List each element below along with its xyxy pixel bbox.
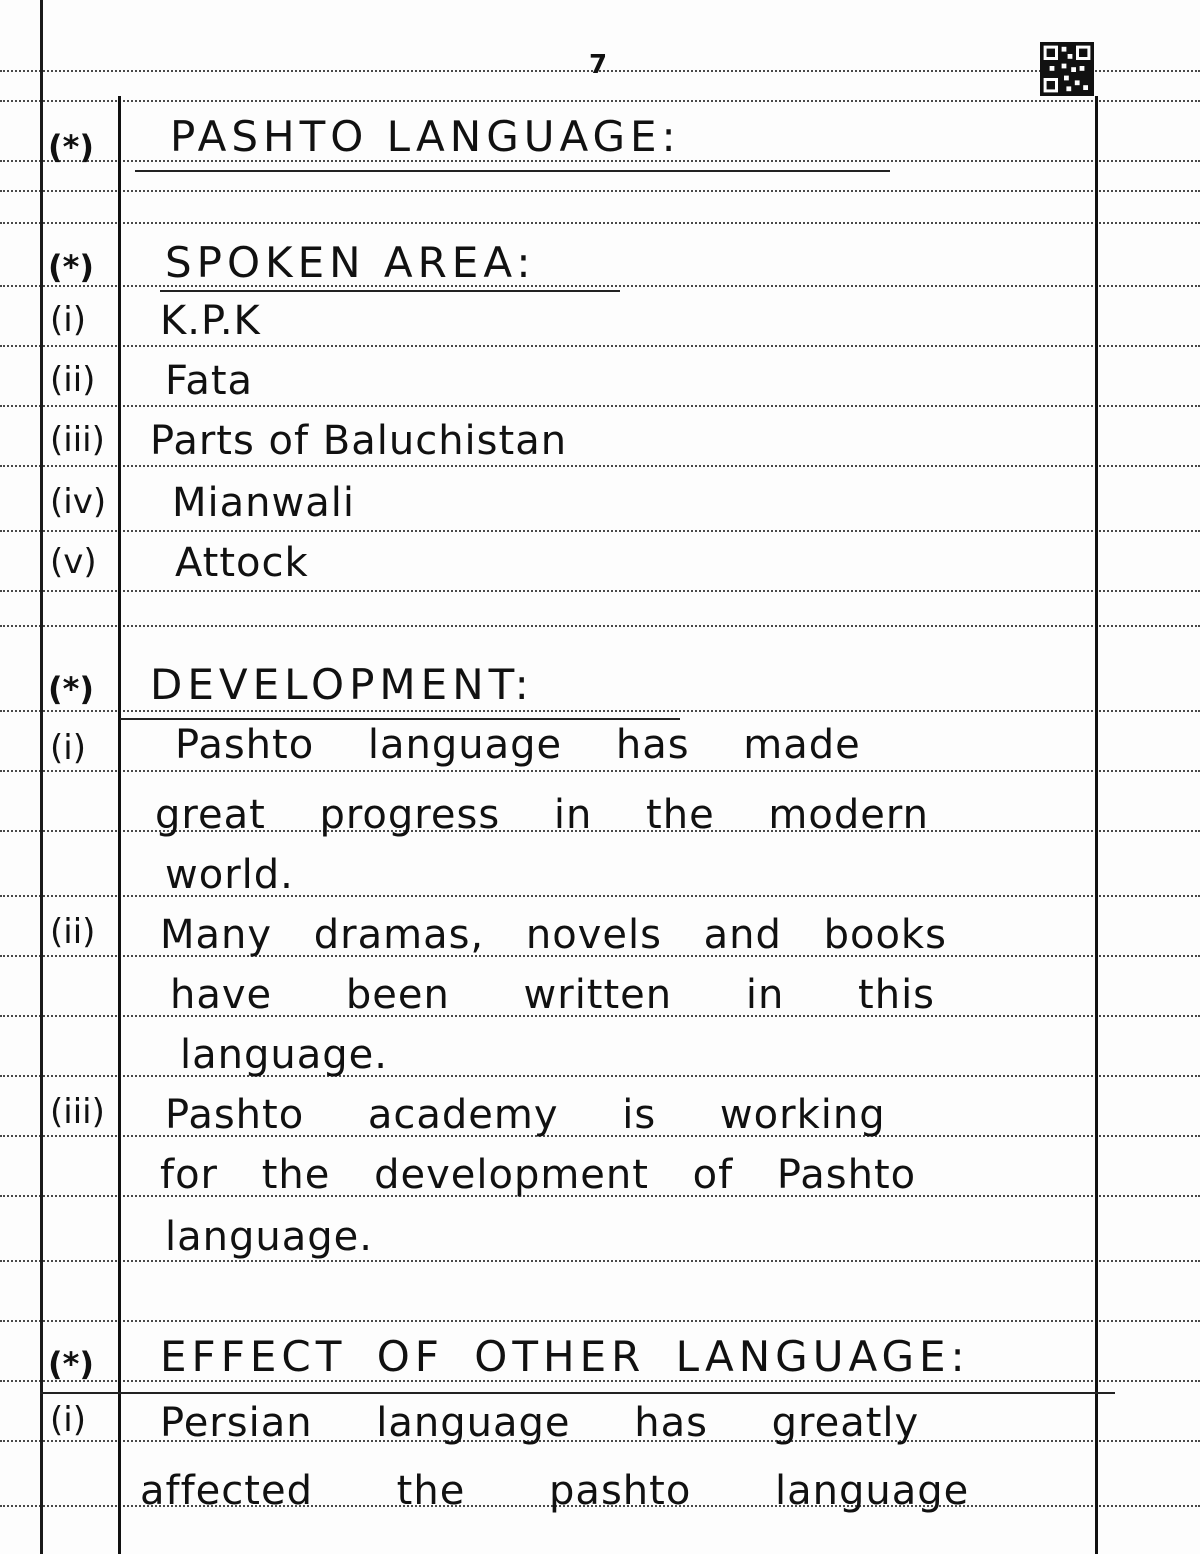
list-item-line: have been written in this	[170, 972, 936, 1018]
heading-underline	[40, 1392, 1115, 1394]
right-margin-line	[1095, 96, 1098, 1554]
section-marker: (*)	[48, 1345, 94, 1383]
list-item: Parts of Baluchistan	[150, 418, 568, 464]
heading-underline	[135, 170, 890, 172]
section-marker: (*)	[48, 670, 94, 708]
list-number: (iii)	[50, 1092, 105, 1132]
list-number: (v)	[50, 542, 97, 582]
ruled-line	[0, 1320, 1200, 1322]
list-number: (i)	[50, 1400, 86, 1440]
list-item-line: language.	[165, 1214, 373, 1260]
list-item-line: Pashto language has made	[175, 722, 861, 768]
ruled-line	[0, 770, 1200, 772]
ruled-line	[0, 190, 1200, 192]
list-number: (ii)	[50, 912, 96, 952]
list-item-line: world.	[165, 852, 294, 898]
ruled-line	[0, 1260, 1200, 1262]
section-heading: SPOKEN AREA:	[165, 238, 536, 287]
list-number: (iii)	[50, 420, 105, 460]
list-number: (i)	[50, 300, 86, 340]
heading-underline	[160, 290, 620, 292]
ruled-line	[0, 530, 1200, 532]
ruled-line	[0, 625, 1200, 627]
qr-code-icon	[1040, 42, 1094, 96]
ruled-line	[0, 405, 1200, 407]
section-heading: EFFECT OF OTHER LANGUAGE:	[160, 1332, 970, 1381]
section-marker: (*)	[48, 128, 94, 166]
list-item: Mianwali	[172, 480, 355, 526]
list-item: K.P.K	[160, 298, 261, 344]
list-item-line: Pashto academy is working	[165, 1092, 886, 1138]
list-number: (iv)	[50, 482, 107, 522]
list-item-line: Many dramas, novels and books	[160, 912, 947, 958]
list-item-line: great progress in the modern	[155, 792, 929, 838]
ruled-line	[0, 465, 1200, 467]
list-item-line: affected the pashto language	[140, 1468, 970, 1514]
list-item-line: for the development of Pashto	[160, 1152, 917, 1198]
list-item: Fata	[165, 358, 254, 404]
ruled-line	[0, 710, 1200, 712]
list-item-line: Persian language has greatly	[160, 1400, 920, 1446]
ruled-line	[0, 222, 1200, 224]
ruled-line	[0, 345, 1200, 347]
list-number: (i)	[50, 728, 86, 768]
qr-code-graphic	[1040, 42, 1094, 96]
binding-edge	[40, 0, 43, 1554]
list-item: Attock	[175, 540, 309, 586]
ruled-line	[0, 100, 1200, 102]
section-marker: (*)	[48, 248, 94, 286]
heading-underline	[120, 718, 680, 720]
section-heading: DEVELOPMENT:	[150, 660, 534, 709]
list-number: (ii)	[50, 360, 96, 400]
section-heading: PASHTO LANGUAGE:	[170, 112, 681, 161]
page-number: 7	[588, 50, 608, 80]
list-item-line: language.	[180, 1032, 388, 1078]
ruled-line	[0, 590, 1200, 592]
left-margin-line	[118, 96, 121, 1554]
